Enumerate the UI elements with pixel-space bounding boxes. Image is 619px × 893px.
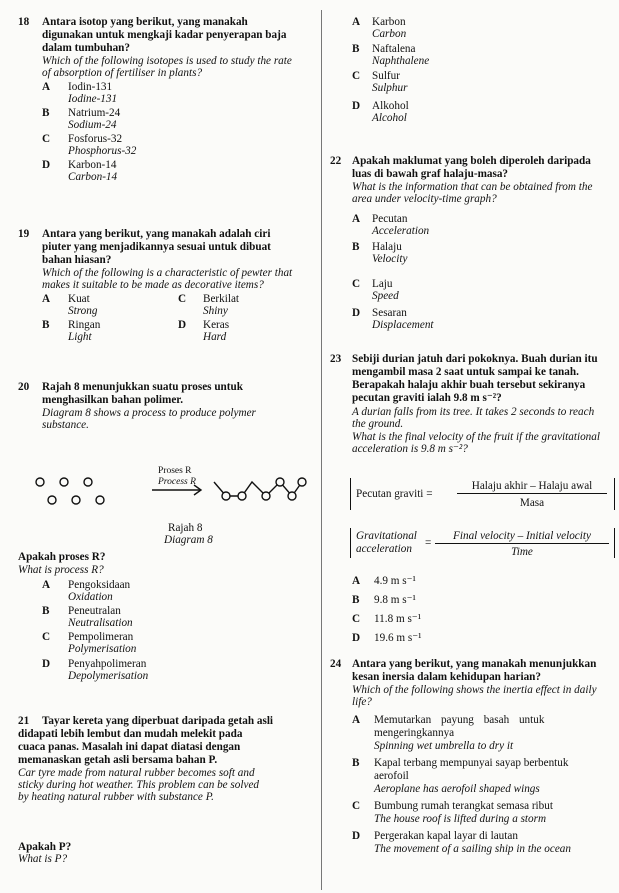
option-letter[interactable]: A: [42, 81, 51, 93]
question-text-en: A durian falls from its tree. It takes 2 seconds to reach: [352, 406, 595, 418]
option-letter[interactable]: D: [42, 159, 51, 171]
option-text-ms[interactable]: Kapal terbang mempunyai sayap berbentuk: [374, 757, 569, 769]
polymer-unit: [288, 492, 296, 500]
question-text-ms: menghasilkan bahan polimer.: [42, 394, 184, 406]
question-ask-en: What is P?: [18, 853, 68, 865]
question-text-en: Which of the following is a characteristic of pewter that: [42, 267, 293, 279]
right-column: [322, 0, 619, 893]
option-letter[interactable]: D: [352, 830, 361, 842]
question-number: 22: [330, 155, 342, 167]
option-letter[interactable]: B: [42, 605, 50, 617]
option-text-ms[interactable]: Naftalena: [372, 43, 416, 55]
question-number: 20: [18, 381, 30, 393]
formula-lhs-en: acceleration: [356, 543, 412, 555]
question-text-en: by heating natural rubber with substance P.: [18, 791, 214, 803]
question-number: 18: [18, 16, 30, 28]
option-text-en: Sulphur: [372, 82, 408, 94]
question-text-en: Which of the following isotopes is used to study the rate: [42, 55, 292, 67]
option-letter[interactable]: D: [42, 658, 51, 670]
option-text-en: Phosphorus-32: [68, 145, 137, 157]
option-letter[interactable]: A: [352, 16, 361, 28]
option-letter[interactable]: C: [178, 293, 187, 305]
option-value[interactable]: 11.8 m s⁻¹: [374, 613, 422, 625]
question-text-en: Diagram 8 shows a process to produce polymer: [42, 407, 256, 419]
diagram-process-label-en: Process R: [158, 477, 196, 487]
question-ask-ms: Apakah proses R?: [18, 551, 106, 563]
question-text-ms: mengambil masa 2 saat untuk sampai ke tanah.: [352, 366, 579, 378]
question-text-ms: piuter yang menjadikannya sesuai untuk dibuat: [42, 241, 271, 253]
question-text-en: acceleration is 9.8 m s⁻²?: [352, 443, 468, 455]
option-text-ms[interactable]: Sesaran: [372, 307, 407, 319]
option-letter[interactable]: C: [352, 800, 361, 812]
question-text-ms: Tayar kereta yang diperbuat daripada getah asli: [42, 715, 274, 727]
formula-numerator-ms: Halaju akhir – Halaju awal: [457, 480, 607, 494]
polymer-unit: [298, 478, 306, 486]
option-text-ms[interactable]: Natrium-24: [68, 107, 121, 119]
question-text-en: the ground.: [352, 418, 404, 430]
option-text-en: Polymerisation: [68, 643, 137, 655]
option-text-en: Oxidation: [68, 591, 113, 603]
question-number: 21: [18, 715, 30, 727]
option-letter[interactable]: B: [352, 43, 360, 55]
option-text-ms[interactable]: Alkohol: [372, 100, 409, 112]
option-text-ms[interactable]: Laju: [372, 278, 393, 290]
option-text-en: Strong: [68, 305, 98, 317]
formula-lhs-en: Gravitational: [356, 530, 417, 542]
option-text-ms[interactable]: Penyahpolimeran: [68, 658, 147, 670]
option-text-ms[interactable]: Pempolimeran: [68, 631, 134, 643]
option-text-ms[interactable]: Karbon-14: [68, 159, 117, 171]
option-letter[interactable]: D: [352, 632, 361, 644]
monomer-circle: [60, 478, 68, 486]
option-letter[interactable]: D: [352, 307, 361, 319]
monomer-circle: [36, 478, 44, 486]
option-text-en: The house roof is lifted during a storm: [374, 813, 547, 825]
option-text-en: Displacement: [372, 319, 434, 331]
option-text-en: Sodium-24: [68, 119, 117, 131]
option-letter[interactable]: B: [352, 757, 360, 769]
question-text-ms: Berapakah halaju akhir buah tersebut sekiranya: [352, 379, 586, 391]
option-letter[interactable]: D: [352, 100, 361, 112]
option-text-ms[interactable]: Halaju: [372, 241, 402, 253]
question-text-en: of absorption of fertiliser in plants?: [42, 67, 203, 79]
question-text-ms: digunakan untuk mengkaji kadar penyerapan baja: [42, 29, 287, 41]
formula-denominator-en: Time: [511, 546, 533, 558]
option-letter[interactable]: B: [352, 241, 360, 253]
option-text-en: Speed: [372, 290, 399, 302]
option-text-ms[interactable]: Pergerakan kapal layar di lautan: [374, 830, 518, 842]
option-letter[interactable]: C: [42, 133, 51, 145]
question-text-ms: Antara isotop yang berikut, yang manakah: [42, 16, 248, 28]
option-letter[interactable]: C: [352, 278, 361, 290]
option-text-ms[interactable]: Pengoksidaan: [68, 579, 131, 591]
option-letter[interactable]: B: [42, 107, 50, 119]
option-text-ms[interactable]: Kuat: [68, 293, 90, 305]
monomer-circle: [96, 496, 104, 504]
diagram-caption-en: Diagram 8: [164, 534, 213, 546]
question-number: 19: [18, 228, 30, 240]
question-text-en: makes it suitable to be made as decorative items?: [42, 279, 264, 291]
diagram-caption-ms: Rajah 8: [168, 522, 203, 534]
option-text-ms[interactable]: mengeringkannya: [374, 727, 455, 739]
option-text-en: Velocity: [372, 253, 408, 265]
question-text-ms: cuaca panas. Masalah ini dapat diatasi dengan: [18, 741, 241, 753]
diagram-process-label-ms: Proses R: [158, 466, 192, 476]
option-text-en: Neutralisation: [68, 617, 133, 629]
option-text-ms[interactable]: Ringan: [68, 319, 101, 331]
question-text-ms: memanaskan getah asli bersama bahan P.: [18, 754, 218, 766]
option-letter[interactable]: A: [352, 213, 361, 225]
option-text-ms[interactable]: aerofoil: [374, 770, 409, 782]
question-text-en: sticky during hot weather. This problem can be solved: [18, 779, 260, 791]
option-text-ms[interactable]: Fosforus-32: [68, 133, 123, 145]
polymerisation-diagram: [30, 470, 320, 510]
question-text-ms: Antara yang berikut, yang manakah adalah ciri: [42, 228, 271, 240]
formula-numerator-en: Final velocity – Initial velocity: [435, 530, 609, 544]
question-text-ms: bahan hiasan?: [42, 254, 112, 266]
question-number: 23: [330, 353, 342, 365]
option-letter[interactable]: A: [42, 579, 51, 591]
monomer-circle: [84, 478, 92, 486]
option-letter[interactable]: A: [352, 714, 361, 726]
option-text-en: Carbon: [372, 28, 407, 40]
option-text-en: Hard: [203, 331, 227, 343]
option-text-ms[interactable]: Pecutan: [372, 213, 408, 225]
question-text-en: life?: [352, 696, 372, 708]
formula-equals: =: [425, 537, 432, 549]
option-text-en: Depolymerisation: [68, 670, 149, 682]
question-ask-ms: Apakah P?: [18, 841, 72, 853]
option-value[interactable]: 9.8 m s⁻¹: [374, 594, 416, 606]
polymer-unit: [222, 492, 230, 500]
question-text-en: What is the final velocity of the fruit if the gravitational: [352, 431, 600, 443]
monomer-circle: [72, 496, 80, 504]
question-number: 24: [330, 658, 342, 670]
option-text-en: The movement of a sailing ship in the ocean: [374, 843, 571, 855]
option-letter[interactable]: C: [42, 631, 51, 643]
question-text-en: What is the information that can be obtained from the: [352, 181, 593, 193]
option-value[interactable]: 4.9 m s⁻¹: [374, 575, 416, 587]
question-text-ms: pecutan graviti ialah 9.8 m s⁻²?: [352, 392, 502, 404]
question-text-ms: Sebiji durian jatuh dari pokoknya. Buah durian itu: [352, 353, 598, 365]
option-text-en: Acceleration: [372, 225, 430, 237]
question-text-en: Car tyre made from natural rubber becomes soft and: [18, 767, 255, 779]
question-text-ms: kesan inersia dalam kehidupan harian?: [352, 671, 541, 683]
option-letter[interactable]: B: [42, 319, 50, 331]
monomer-circle: [48, 496, 56, 504]
option-value[interactable]: 19.6 m s⁻¹: [374, 632, 422, 644]
formula-denominator-ms: Masa: [519, 497, 545, 509]
formula-lhs-ms: Pecutan graviti =: [356, 488, 433, 500]
question-text-ms: Apakah maklumat yang boleh diperoleh daripada: [352, 155, 591, 167]
question-text-en: area under velocity-time graph?: [352, 193, 497, 205]
option-text-en: Iodine-131: [68, 93, 118, 105]
question-text-en: Which of the following shows the inertia effect in daily: [352, 684, 597, 696]
polymer-unit: [276, 478, 284, 486]
question-text-ms: Antara yang berikut, yang manakah menunjukkan: [352, 658, 597, 670]
option-text-ms[interactable]: Peneutralan: [68, 605, 121, 617]
option-letter[interactable]: B: [352, 594, 360, 606]
option-text-en: Alcohol: [372, 112, 407, 124]
option-text-ms[interactable]: Bumbung rumah terangkat semasa ribut: [374, 800, 553, 812]
option-letter[interactable]: A: [352, 575, 361, 587]
option-text-en: Shiny: [203, 305, 228, 317]
polymer-unit: [238, 492, 246, 500]
option-text-en: Carbon-14: [68, 171, 118, 183]
option-text-ms[interactable]: Karbon: [372, 16, 406, 28]
polymer-unit: [262, 492, 270, 500]
option-text-ms[interactable]: Iodin-131: [68, 81, 113, 93]
question-text-ms: luas di bawah graf halaju-masa?: [352, 168, 509, 180]
option-text-en: Light: [68, 331, 92, 343]
option-text-ms[interactable]: Sulfur: [372, 70, 400, 82]
option-letter[interactable]: D: [178, 319, 187, 331]
option-letter[interactable]: C: [352, 70, 361, 82]
option-letter[interactable]: A: [42, 293, 51, 305]
option-text-en: Spinning wet umbrella to dry it: [374, 740, 514, 752]
question-text-en: substance.: [42, 419, 89, 431]
option-text-en: Aeroplane has aerofoil shaped wings: [374, 783, 540, 795]
question-text-ms: didapati lebih lembut dan mudah melekit pada: [18, 728, 243, 740]
option-text-en: Naphthalene: [372, 55, 430, 67]
option-letter[interactable]: C: [352, 613, 361, 625]
option-text-ms[interactable]: Memutarkan payung basah untuk: [374, 714, 545, 726]
question-ask-en: What is process R?: [18, 564, 104, 576]
question-text-ms: Rajah 8 menunjukkan suatu proses untuk: [42, 381, 243, 393]
option-text-ms[interactable]: Berkilat: [203, 293, 240, 305]
question-text-ms: dalam tumbuhan?: [42, 42, 130, 54]
option-text-ms[interactable]: Keras: [203, 319, 230, 331]
